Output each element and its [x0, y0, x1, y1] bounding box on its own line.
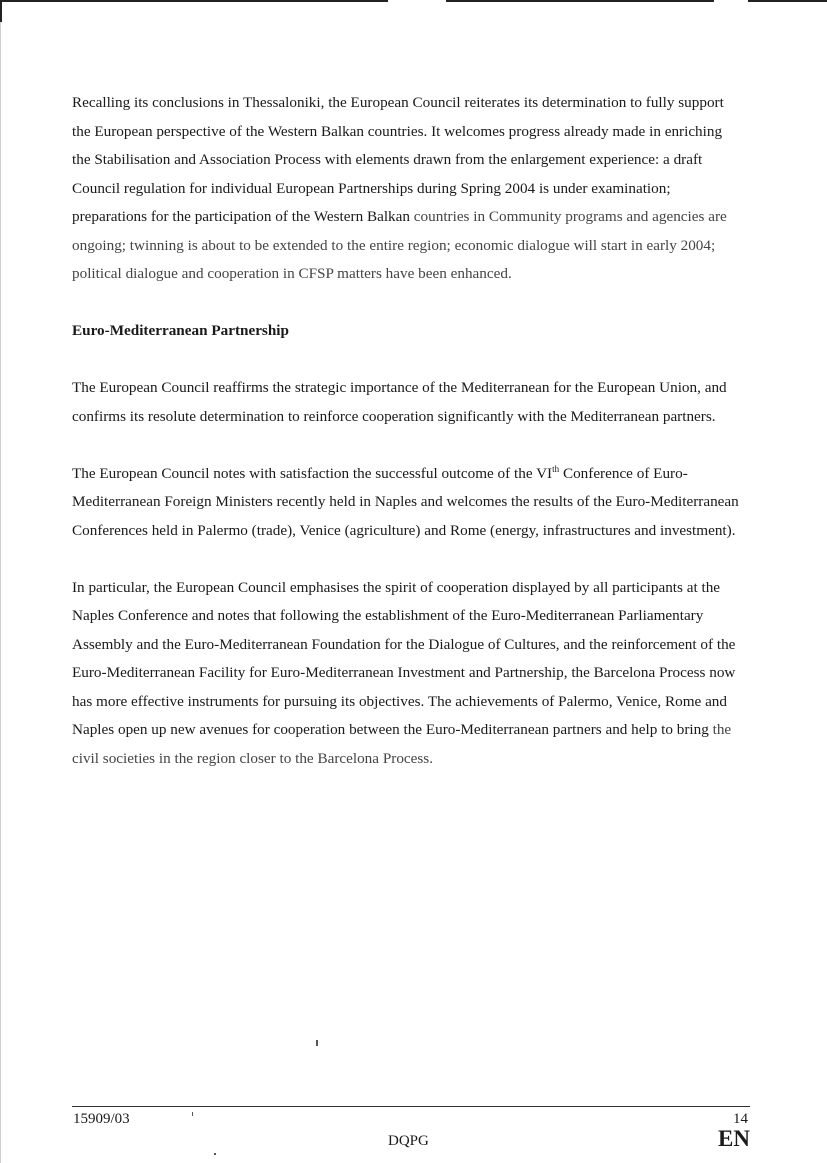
scan-corner-mark	[0, 0, 2, 22]
paragraph-spirit-of-cooperation	[72, 574, 742, 774]
top-border-segment	[446, 0, 714, 2]
document-code: DQPG	[388, 1133, 429, 1149]
paragraph-text-faded: countries in Community programs and agencies are ongoing; twinning is about to be extended to the entire region; economic dialogue will start in early 2004; political dialogue and cooperation in CFSP matters have been enhanced.	[72, 208, 727, 282]
paragraph-text: In particular, the European Council emphasises the spirit of cooperation displayed by all participants at the Naples Conference and notes that following the establishment of the Euro-Mediterranean Parliamentary Assembly and the Euro-Mediterranean Foundation for the Dialogue of Cultures, and the reinforcement of the Euro-Mediterranean Facility for Euro-Mediterranean Investment and Partnership, the Barcelona Process now has more effective instruments for pursuing its objectives. The achievements of Palermo, Venice, Rome and Naples open up new avenues for cooperation between the Euro-Mediterranean partners and help to bring	[72, 578, 736, 738]
superscript: th	[552, 463, 560, 474]
top-border-segment	[748, 0, 827, 2]
paragraph-naples-conference	[72, 460, 742, 546]
language-code: EN	[718, 1126, 750, 1151]
paragraph-mediterranean-importance: The European Council reaffirms the strategic importance of the Mediterranean for the European Union, and confirms its resolute determination to reinforce cooperation significantly with the Mediterranean partners.	[72, 379, 727, 425]
document-number: 15909/03	[73, 1111, 130, 1127]
top-border-segment	[0, 0, 388, 2]
paragraph-text: The European Council notes with satisfaction the successful outcome of the VI	[72, 464, 553, 482]
paragraph-western-balkans	[72, 89, 742, 289]
paragraph-text: Conference of Euro-Mediterranean Foreign Ministers recently held in Naples and welcomes the results of the Euro-Mediterranean Conferences held in Palermo (trade), Venice (agriculture) and Rome (energy, infrastructures and investment).	[72, 464, 739, 539]
footer-rule	[72, 1106, 750, 1107]
paragraph-text: Recalling its conclusions in Thessaloniki, the European Council reiterates its determination to fully support the European perspective of the Western Balkan countries. It welcomes progress already made in enriching the Stabilisation and Association Process with elements drawn from the enlargement experience: a draft Council regulation for individual European Partnerships during Spring 2004 is under examination; preparations for the participation of the Western Balkan	[72, 94, 724, 225]
section-heading: Euro-Mediterranean Partnership	[72, 322, 289, 339]
page-number: 14	[733, 1111, 748, 1127]
paragraph-text-faded: the civil societies in the region closer to the Barcelona Process.	[72, 721, 732, 767]
scan-speck	[316, 1040, 318, 1046]
scan-speck	[214, 1153, 216, 1155]
scan-left-edge	[0, 0, 1, 1163]
scan-speck	[192, 1112, 193, 1116]
document-body	[72, 89, 742, 802]
